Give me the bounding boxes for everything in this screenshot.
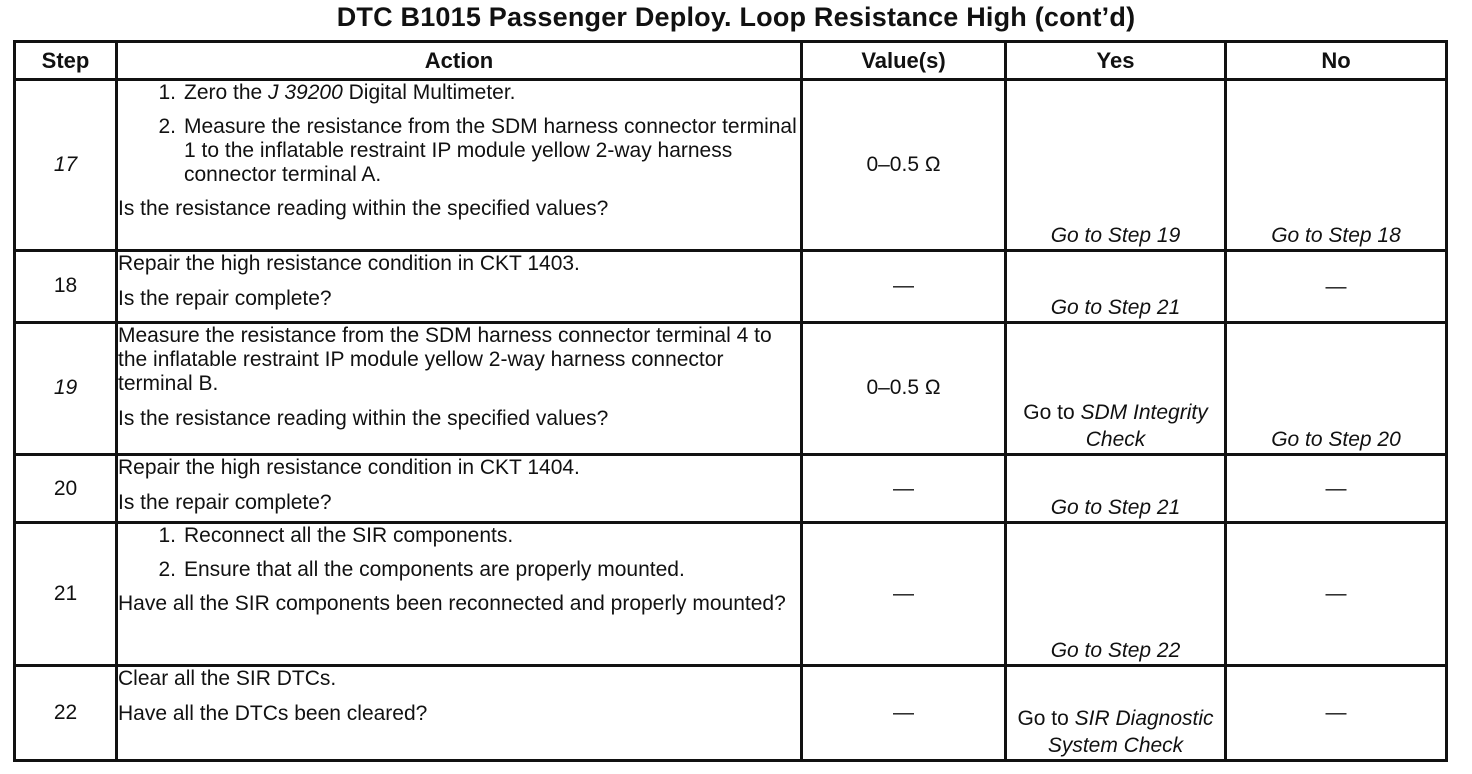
tool-name: J 39200 <box>268 81 343 105</box>
no-cell: — <box>1226 665 1447 760</box>
step-number: 22 <box>15 665 117 760</box>
step-number: 21 <box>15 523 117 665</box>
action-text: Ensure that all the components are properly mounted. <box>184 558 685 582</box>
table-row-step-20 <box>15 455 1447 523</box>
header-step: Step <box>15 42 117 80</box>
value-cell: — <box>802 250 1006 322</box>
value-cell: — <box>802 665 1006 760</box>
page-title: DTC B1015 Passenger Deploy. Loop Resistance High (cont’d) <box>336 2 1136 32</box>
yes-cell: Go to Step 22 <box>1006 523 1226 665</box>
step-number: 17 <box>15 80 117 250</box>
list-number: 1. <box>158 81 176 105</box>
no-cell: — <box>1226 250 1447 322</box>
action-cell <box>117 665 802 760</box>
list-item <box>118 558 800 582</box>
list-number: 1. <box>158 524 176 548</box>
header-yes: Yes <box>1006 42 1226 80</box>
no-cell: — <box>1226 523 1447 665</box>
procedure-link[interactable]: SIR Diagnostic System Check <box>1047 707 1214 757</box>
header-row <box>15 42 1447 80</box>
table-row-step-21 <box>15 523 1447 665</box>
action-cell <box>117 250 802 322</box>
yes-prefix: Go to <box>1017 707 1075 730</box>
action-cell <box>117 523 802 665</box>
action-cell <box>117 80 802 250</box>
yes-cell: Go to Step 21 <box>1006 455 1226 523</box>
step-number: 18 <box>15 250 117 322</box>
action-text: Measure the resistance from the SDM harness connector terminal 1 to the inflatable restraint IP module yellow 2-way harness connector terminal A. <box>184 115 797 187</box>
question-text: Have all the DTCs been cleared? <box>118 701 428 725</box>
yes-prefix: Go to <box>1023 401 1081 425</box>
action-cell <box>117 455 802 523</box>
action-text: Repair the high resistance condition in CKT 1403. <box>118 251 580 275</box>
no-cell: Go to Step 18 <box>1226 80 1447 250</box>
header-values: Value(s) <box>802 42 1006 80</box>
action-text: Clear all the SIR DTCs. <box>118 666 337 690</box>
list-item <box>118 524 800 548</box>
question-text: Is the resistance reading within the specified values? <box>118 197 609 221</box>
action-text: Reconnect all the SIR components. <box>184 524 514 548</box>
header-no: No <box>1226 42 1447 80</box>
header-action: Action <box>117 42 802 80</box>
yes-cell: Go to Step 21 <box>1006 250 1226 322</box>
value-cell: 0–0.5 Ω <box>802 322 1006 454</box>
no-cell: — <box>1226 455 1447 523</box>
yes-cell: Go to Step 19 <box>1006 80 1226 250</box>
question-text: Have all the SIR components been reconnected and properly mounted? <box>118 592 786 616</box>
table-row-step-22 <box>15 665 1447 760</box>
step-number: 20 <box>15 455 117 523</box>
action-text: Repair the high resistance condition in CKT 1404. <box>118 456 580 480</box>
yes-cell <box>1006 665 1226 760</box>
list-number: 2. <box>158 115 176 139</box>
question-text: Is the resistance reading within the specified values? <box>118 406 609 430</box>
yes-cell <box>1006 322 1226 454</box>
action-text: Digital Multimeter. <box>342 81 516 105</box>
step-number: 19 <box>15 322 117 454</box>
question-text: Is the repair complete? <box>118 491 332 515</box>
procedure-link[interactable]: SDM Integrity Check <box>1080 401 1208 452</box>
table-row-step-17 <box>15 80 1447 250</box>
no-cell: Go to Step 20 <box>1226 322 1447 454</box>
action-text: Measure the resistance from the SDM harness connector terminal 4 to the inflatable restraint IP module yellow 2-way harness connector terminal B. <box>118 323 772 395</box>
value-cell: — <box>802 523 1006 665</box>
value-cell: — <box>802 455 1006 523</box>
list-item <box>118 115 800 187</box>
list-item <box>118 81 800 105</box>
value-cell: 0–0.5 Ω <box>802 80 1006 250</box>
diagnostic-table <box>13 40 1448 762</box>
table-row-step-18 <box>15 250 1447 322</box>
list-number: 2. <box>158 558 176 582</box>
table-row-step-19 <box>15 322 1447 454</box>
action-text: Zero the <box>184 81 269 105</box>
question-text: Is the repair complete? <box>118 286 332 310</box>
action-cell <box>117 322 802 454</box>
